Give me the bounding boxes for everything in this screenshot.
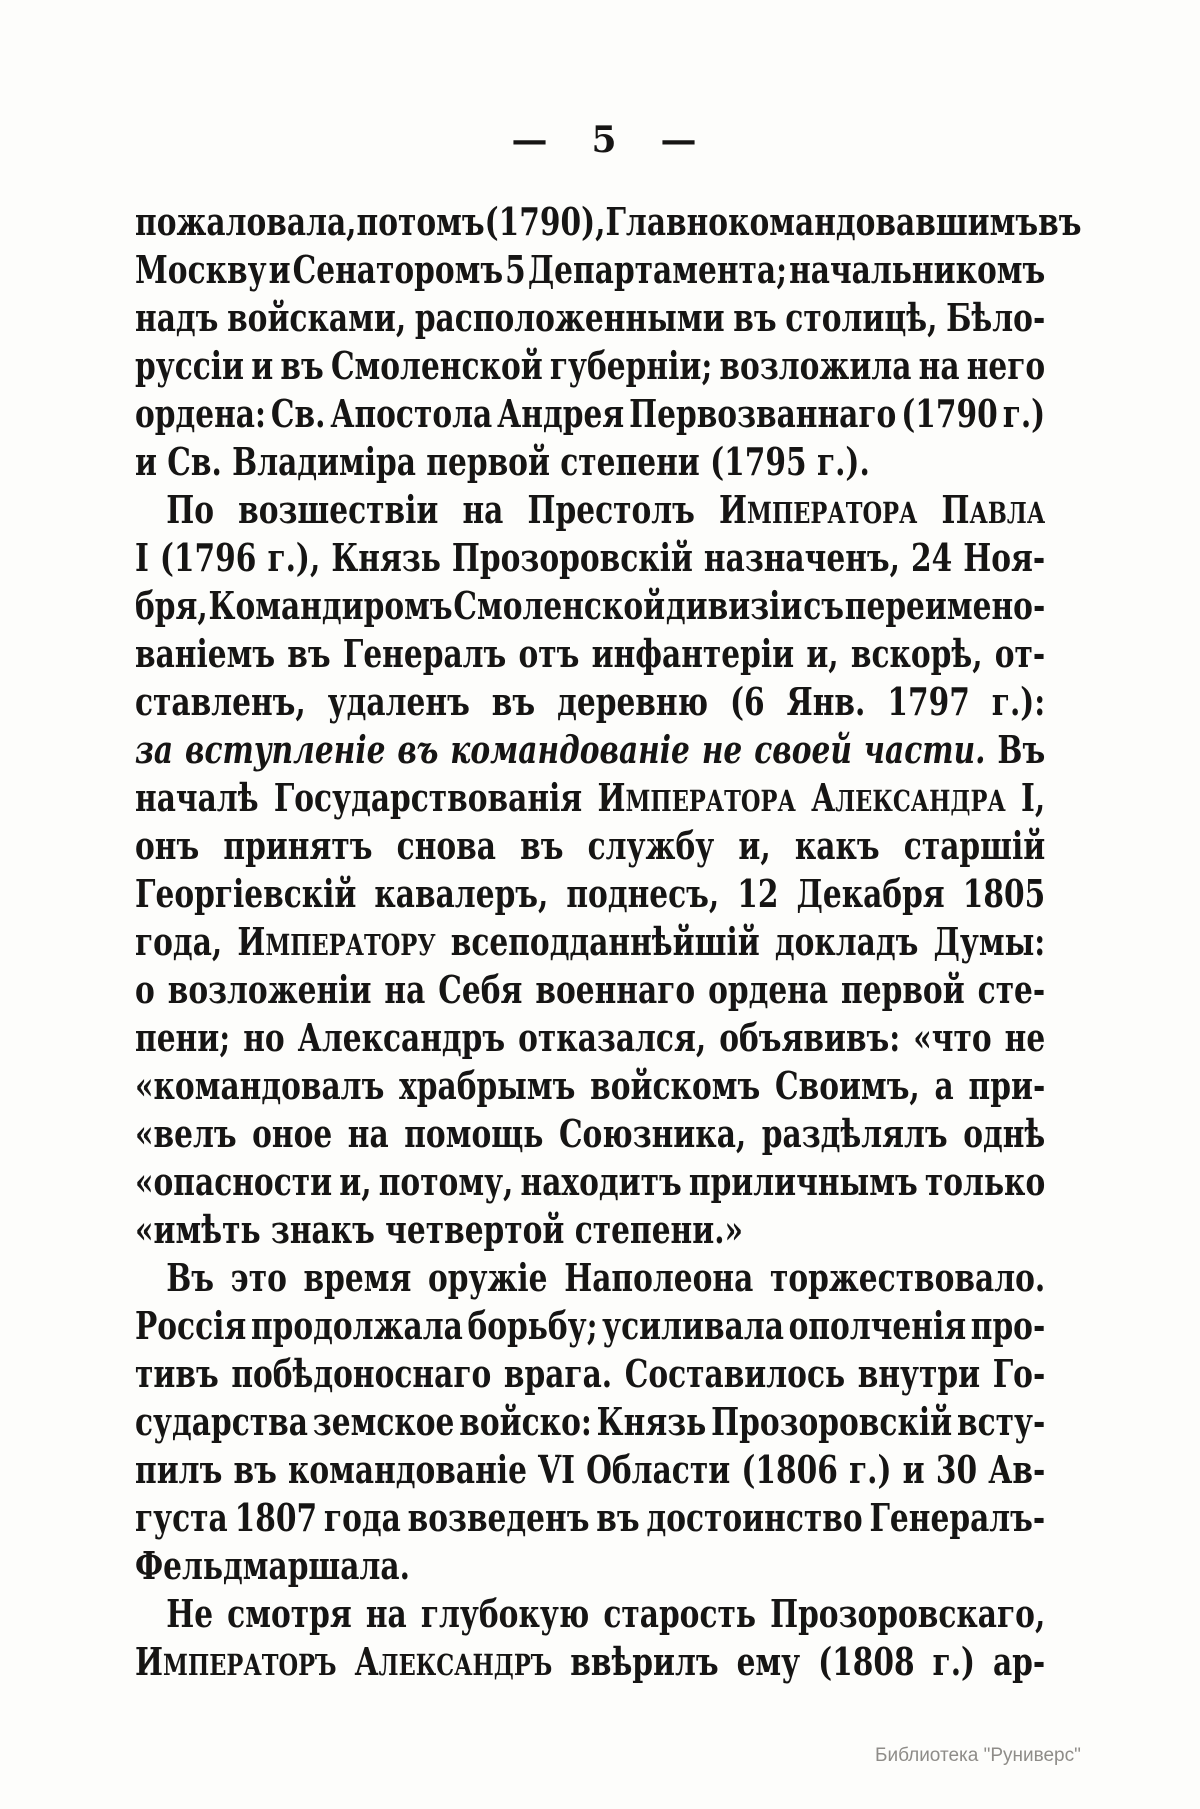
word: Георгіевскій xyxy=(135,871,357,916)
word: руссіи xyxy=(135,343,245,388)
word: Себя xyxy=(438,967,523,1012)
word: 30 xyxy=(935,1447,978,1492)
text-line xyxy=(135,1542,1045,1590)
text-line xyxy=(135,1350,1045,1398)
word: Департамента; xyxy=(527,247,788,292)
word: года xyxy=(323,1495,401,1540)
text-line xyxy=(135,1254,1045,1302)
word: снова xyxy=(396,823,496,868)
italic-word: командованіе xyxy=(450,727,690,772)
word: 1805 xyxy=(962,871,1046,916)
smallcaps-word: ИМПЕРАТОРА xyxy=(597,775,796,820)
word: четвертой xyxy=(385,1207,565,1252)
text-line xyxy=(135,630,1045,678)
word: возшествіи xyxy=(238,487,439,532)
word: принятъ xyxy=(223,823,373,868)
word: Россія xyxy=(135,1303,247,1348)
word: объявивъ: xyxy=(719,1015,901,1060)
word: Москву xyxy=(135,247,267,292)
word: Наполеона xyxy=(564,1255,754,1300)
italic-word: въ xyxy=(397,727,439,772)
page-header xyxy=(135,118,1073,162)
word: бря, xyxy=(135,583,208,628)
word: 24 xyxy=(910,535,953,580)
smallcaps-word: ПАВЛА xyxy=(941,487,1046,532)
word: пожаловала, xyxy=(135,199,357,244)
word: военнаго xyxy=(535,967,696,1012)
word: (6 xyxy=(729,679,765,724)
word: от- xyxy=(994,631,1046,676)
word: однѣ xyxy=(963,1111,1046,1156)
word: внутри xyxy=(857,1351,981,1396)
smallcaps-word: ИМПЕРАТОРУ xyxy=(237,919,436,964)
text-line xyxy=(135,726,1045,774)
smallcaps-word: АЛЕКСАНДРЪ xyxy=(354,1639,553,1684)
word: Въ xyxy=(997,727,1046,772)
word: Своимъ, xyxy=(775,1063,920,1108)
word: Владиміра xyxy=(232,439,416,484)
word: помощь xyxy=(404,1111,544,1156)
word: сте- xyxy=(977,967,1046,1012)
word: Первозваннаго xyxy=(629,391,897,436)
word: начальникомъ xyxy=(789,247,1046,292)
text-line xyxy=(135,246,1045,294)
word: возложила xyxy=(719,343,912,388)
word: первой xyxy=(841,967,965,1012)
word: Смоленской xyxy=(453,583,666,628)
word: докладъ xyxy=(774,919,919,964)
word: «имѣть xyxy=(135,1207,261,1252)
word: въ xyxy=(280,343,324,388)
word: Апостола xyxy=(330,391,493,436)
text-line xyxy=(135,870,1045,918)
word: деревню xyxy=(557,679,708,724)
word: на xyxy=(347,1111,389,1156)
word: побѣдоноснаго xyxy=(231,1351,492,1396)
word: приличнымъ xyxy=(688,1159,918,1204)
word: столицѣ, xyxy=(785,295,938,340)
word: (1790 xyxy=(901,391,998,436)
word: Св. xyxy=(167,439,222,484)
word: отъ xyxy=(518,631,580,676)
text-line xyxy=(135,1494,1045,1542)
word: степени xyxy=(560,439,700,484)
word: и, xyxy=(738,823,771,868)
word: войскомъ xyxy=(590,1063,761,1108)
word: на xyxy=(384,967,426,1012)
word: глубокую xyxy=(420,1591,590,1636)
word: г.) xyxy=(932,1639,976,1684)
word: Составилось xyxy=(624,1351,846,1396)
word: Андрея xyxy=(497,391,625,436)
word: 1797 xyxy=(887,679,970,724)
word: Не xyxy=(166,1591,214,1636)
word: находитъ xyxy=(520,1159,682,1204)
word: торжествовало. xyxy=(769,1255,1046,1300)
word: «что xyxy=(913,1015,992,1060)
word: Въ xyxy=(166,1255,214,1300)
word: знакъ xyxy=(270,1207,375,1252)
word: командованіе xyxy=(287,1447,527,1492)
word: Главнокомандовавшимъ xyxy=(605,199,1039,244)
word: кавалеръ, xyxy=(374,871,549,916)
word: въ xyxy=(1038,199,1082,244)
word: Сенаторомъ xyxy=(292,247,504,292)
word: степени.» xyxy=(574,1207,744,1252)
text-line xyxy=(135,1398,1045,1446)
word: г.) xyxy=(1002,391,1046,436)
word: Думы: xyxy=(933,919,1046,964)
word: Ноя- xyxy=(963,535,1046,580)
text-line xyxy=(135,918,1045,966)
word: Престолъ xyxy=(527,487,695,532)
word: войско: xyxy=(459,1399,592,1444)
word: Командиромъ xyxy=(208,583,453,628)
word: назначенъ, xyxy=(703,535,900,580)
word: сударства xyxy=(135,1399,308,1444)
word: Го- xyxy=(992,1351,1046,1396)
word: I, xyxy=(1021,775,1046,820)
word: тивъ xyxy=(135,1351,219,1396)
word: пени; xyxy=(135,1015,231,1060)
word: г.). xyxy=(816,439,870,484)
word: на xyxy=(365,1591,407,1636)
word: въ xyxy=(491,679,536,724)
text-line xyxy=(135,294,1045,342)
word: «велъ xyxy=(135,1111,237,1156)
word: Декабря xyxy=(796,871,945,916)
text-line xyxy=(135,390,1045,438)
word: ар- xyxy=(992,1639,1046,1684)
word: (1808 xyxy=(818,1639,915,1684)
word: дивизіи xyxy=(665,583,803,628)
word: потому, xyxy=(378,1159,514,1204)
word: (1806 xyxy=(741,1447,838,1492)
word: ваніемъ xyxy=(135,631,276,676)
text-line xyxy=(135,1302,1045,1350)
word: г.) xyxy=(849,1447,892,1492)
word: удаленъ xyxy=(327,679,470,724)
word: и xyxy=(135,439,157,484)
text-line xyxy=(135,1206,1045,1254)
word: VI xyxy=(538,1447,575,1492)
word: Янв. xyxy=(786,679,866,724)
word: Генералъ xyxy=(342,631,507,676)
library-watermark: Библиотека "Руниверс" xyxy=(875,1745,1081,1766)
word: не xyxy=(1004,1015,1046,1060)
word: Св. xyxy=(270,391,326,436)
word: только xyxy=(924,1159,1046,1204)
word: и, xyxy=(339,1159,372,1204)
text-line xyxy=(135,822,1045,870)
word: По xyxy=(166,487,214,532)
word: про- xyxy=(970,1303,1046,1348)
word: вскорѣ, xyxy=(850,631,983,676)
word: Прозоровскаго, xyxy=(770,1591,1046,1636)
word: возложеніи xyxy=(167,967,372,1012)
word: оружіе xyxy=(428,1255,548,1300)
word: ордена: xyxy=(135,391,266,436)
text-line xyxy=(135,1158,1045,1206)
text-line xyxy=(135,534,1045,582)
word: врага. xyxy=(503,1351,613,1396)
smallcaps-word: ИМПЕРАТОРЪ xyxy=(135,1639,337,1684)
word: надъ xyxy=(135,295,219,340)
word: него xyxy=(966,343,1046,388)
word: Области xyxy=(586,1447,731,1492)
text-line xyxy=(135,342,1045,390)
word: войсками, xyxy=(227,295,407,340)
page-text xyxy=(135,198,1082,1686)
word: губерніи; xyxy=(549,343,713,388)
word: Александръ xyxy=(297,1015,506,1060)
word: достоинство xyxy=(646,1495,863,1540)
word: Ав- xyxy=(988,1447,1046,1492)
word: и, xyxy=(806,631,839,676)
word: въ xyxy=(596,1495,640,1540)
word: переимено- xyxy=(844,583,1046,628)
word: ополченія xyxy=(788,1303,967,1348)
word: густа xyxy=(135,1495,228,1540)
text-line xyxy=(135,1062,1045,1110)
text-line xyxy=(135,774,1045,822)
text-line xyxy=(135,486,1045,534)
word: старшій xyxy=(903,823,1046,868)
word: «командовалъ xyxy=(135,1063,385,1108)
word: 1807 xyxy=(234,1495,318,1540)
italic-word: не xyxy=(701,727,743,772)
word: съ xyxy=(803,583,844,628)
word: инфантеріи xyxy=(591,631,795,676)
smallcaps-word: АЛЕКСАНДРА xyxy=(811,775,1006,820)
word: (1795 xyxy=(710,439,807,484)
word: смотря xyxy=(227,1591,352,1636)
header-dash-left: — xyxy=(511,119,548,161)
word: храбрымъ xyxy=(399,1063,576,1108)
word: земское xyxy=(312,1399,455,1444)
word: ему xyxy=(736,1639,801,1684)
text-line xyxy=(135,198,1082,246)
word: это xyxy=(230,1255,287,1300)
italic-word: за xyxy=(135,727,174,772)
word: оное xyxy=(252,1111,333,1156)
word: отказался, xyxy=(518,1015,707,1060)
word: г.): xyxy=(991,679,1046,724)
word: ставленъ, xyxy=(135,679,306,724)
word: на xyxy=(462,487,504,532)
word: первой xyxy=(426,439,550,484)
word: Прозоровскій xyxy=(451,535,693,580)
word: Генералъ- xyxy=(869,1495,1046,1540)
word: года, xyxy=(135,919,223,964)
text-line xyxy=(135,1590,1045,1638)
word: и xyxy=(268,247,291,292)
word: Смоленской xyxy=(330,343,543,388)
word: Союзника, xyxy=(558,1111,747,1156)
smallcaps-word: ИМПЕРАТОРА xyxy=(719,487,918,532)
word: въ xyxy=(733,295,777,340)
word: возведенъ xyxy=(407,1495,590,1540)
word: расположенными xyxy=(414,295,725,340)
word: Фельдмаршала. xyxy=(135,1543,410,1588)
word: всту- xyxy=(956,1399,1046,1444)
word: раздѣлялъ xyxy=(761,1111,948,1156)
text-line xyxy=(135,1446,1045,1494)
word: и xyxy=(251,343,274,388)
word: (1790), xyxy=(484,199,606,244)
word: при- xyxy=(968,1063,1046,1108)
word: 5 xyxy=(505,247,526,292)
word: поднесъ, xyxy=(566,871,720,916)
word: Бѣло- xyxy=(946,295,1046,340)
word: на xyxy=(918,343,960,388)
word: но xyxy=(243,1015,285,1060)
word: Князь xyxy=(596,1399,707,1444)
word: борьбу; xyxy=(467,1303,598,1348)
word: пилъ xyxy=(135,1447,223,1492)
word: ввѣрилъ xyxy=(570,1639,719,1684)
header-dash-right: — xyxy=(660,119,697,161)
page-number: 5 xyxy=(591,119,617,161)
word: въ xyxy=(520,823,564,868)
italic-word: вступленіе xyxy=(185,727,386,772)
italic-word: части. xyxy=(863,727,986,772)
word: Князь xyxy=(331,535,441,580)
text-line xyxy=(135,1638,1045,1686)
word: въ xyxy=(233,1447,277,1492)
word: время xyxy=(303,1255,412,1300)
word: ордена xyxy=(708,967,829,1012)
word: Государствованія xyxy=(273,775,583,820)
word: о xyxy=(135,967,155,1012)
word: усиливала xyxy=(602,1303,784,1348)
text-line xyxy=(135,438,1045,486)
word: какъ xyxy=(794,823,880,868)
word: (1796 xyxy=(159,535,257,580)
word: и xyxy=(902,1447,925,1492)
word: службу xyxy=(587,823,715,868)
text-line xyxy=(135,678,1045,726)
word: Прозоровскій xyxy=(711,1399,953,1444)
word: потомъ xyxy=(356,199,485,244)
word: старость xyxy=(603,1591,756,1636)
word: г.), xyxy=(267,535,321,580)
word: «опасности xyxy=(135,1159,333,1204)
word: 12 xyxy=(737,871,779,916)
word: онъ xyxy=(135,823,200,868)
word: началѣ xyxy=(135,775,259,820)
word: продолжала xyxy=(250,1303,463,1348)
word: всеподданнѣйшій xyxy=(450,919,760,964)
text-line xyxy=(135,582,1045,630)
word: I xyxy=(135,535,149,580)
text-line xyxy=(135,1014,1045,1062)
text-line xyxy=(135,966,1045,1014)
italic-word: своей xyxy=(754,727,852,772)
word: а xyxy=(934,1063,954,1108)
word: въ xyxy=(287,631,331,676)
text-line xyxy=(135,1110,1045,1158)
